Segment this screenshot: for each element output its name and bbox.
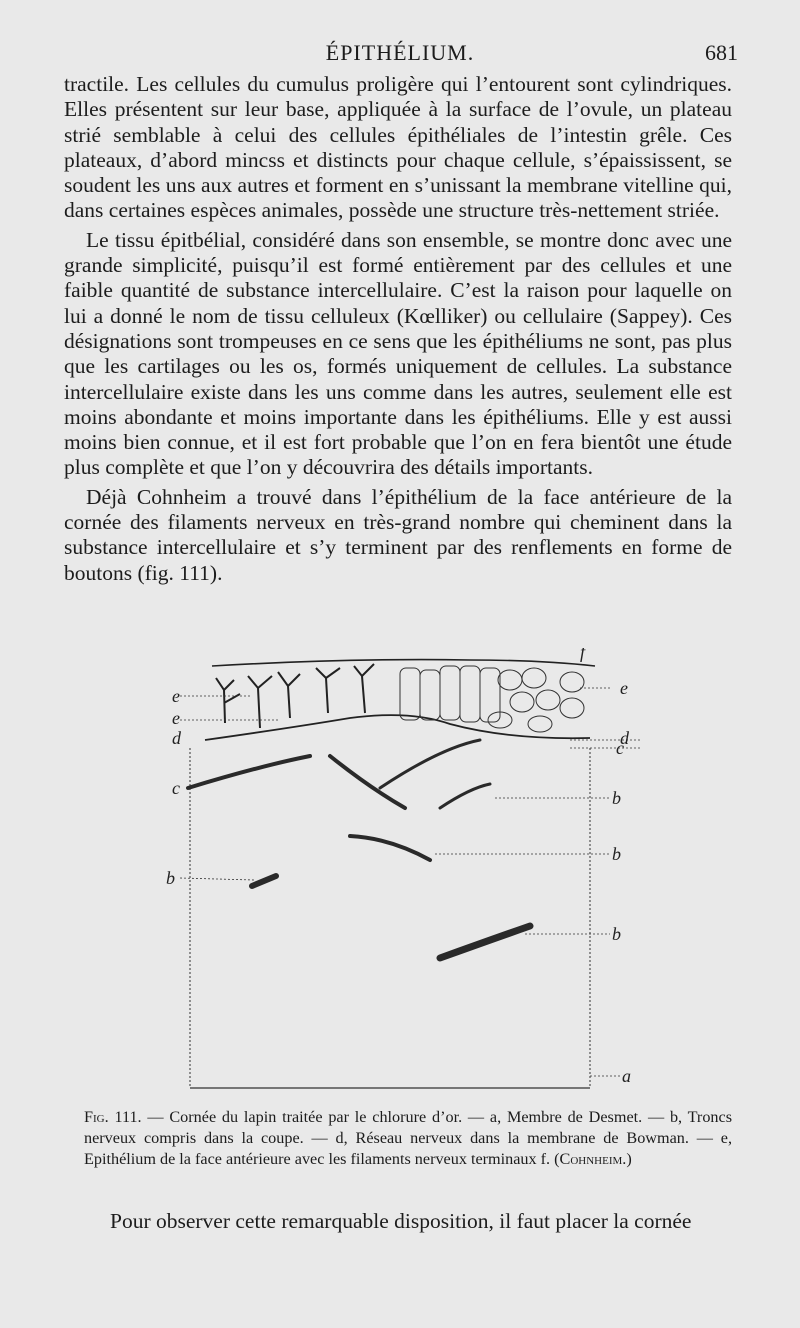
cornea-illustration (150, 648, 650, 1098)
caption-text: — Cornée du lapin traitée par le chlorure d’or. — a, Membre de Desmet. — b, Troncs nerveux compris dans la coupe. — d, Réseau nerveux dans la membrane de Bowman. — e, Epithélium de la face antérieure avec les filaments nerveux terminaux f. (84, 1108, 732, 1168)
caption-fig-label: Fig. 111. (84, 1108, 142, 1126)
label-c-left: c (172, 778, 180, 798)
paragraph-1: tractile. Les cellules du cumulus proligère qui l’entourent sont cylindriques. Elles présentent sur leur base, appliquée à la surface de l’ovule, un plateau strié semblable à celui des cellules épithéliales de l’intestin grêle. Ces plateaux, d’abord mincss et distincts pour chaque cellule, s’épaississent, se soudent les uns aux autres et forment en s’unissant la membrane vitelline qui, dans certaines espèces animales, possède une structure très-nettement striée. (64, 72, 732, 223)
caption-credit: (Cohnheim.) (554, 1150, 632, 1168)
figure-caption (84, 1107, 732, 1170)
label-b-right2: b (612, 844, 621, 864)
label-c-right: c (616, 738, 624, 758)
label-f: f (580, 648, 586, 662)
page-number: 681 (705, 40, 738, 65)
surface-line (212, 660, 595, 666)
leader-lines (180, 688, 640, 1076)
label-d-left: d (172, 728, 181, 748)
label-a: a (622, 1066, 631, 1086)
label-d-right: d (620, 728, 629, 748)
bowman-membrane (205, 715, 590, 740)
label-b-left: b (166, 868, 175, 888)
paragraph-2: Le tissu épitbélial, considéré dans son ensemble, se montre donc avec une grande simplicité, puisqu’il est formé entièrement par des cellules et une faible quantité de substance intercellulaire. C’est la raison pour laquelle on lui a donné le nom de tissu celluleux (Kœlliker) ou cellulaire (Sappey). Ces désignations sont trompeuses en ce sens que les épithéliums ne sont, pas plus que les cartilages ou les os, formés uniquement de cellules. La substance intercellulaire existe dans les uns comme dans les autres, seulement elle est moins abondante et moins importante dans les épithéliums. Elle y est aussi moins bien connue, et il est fort probable que l’on en fera bientôt une étude plus complète et que l’on y découvrira des détails importants. (64, 227, 732, 480)
running-head (0, 40, 800, 70)
label-b-right1: b (612, 788, 621, 808)
figure-111 (150, 648, 650, 1098)
paragraph-3: Déjà Cohnheim a trouvé dans l’épithélium de la face antérieure de la cornée des filaments nerveux en très-grand nombre qui cheminent dans la substance intercellulaire et s’y terminent par des renflements en forme de boutons (fig. 111). (64, 484, 732, 585)
nerve-trunks (188, 740, 530, 958)
label-e-left1: e (172, 686, 180, 706)
running-title: ÉPITHÉLIUM. (325, 40, 475, 65)
label-e-right: e (620, 678, 628, 698)
label-b-right3: b (612, 924, 621, 944)
closing-line: Pour observer cette remarquable disposition, il faut placer la cornée (110, 1209, 692, 1233)
epithelial-cells (400, 666, 584, 732)
body-text (64, 72, 732, 590)
label-e-left2: e (172, 708, 180, 728)
